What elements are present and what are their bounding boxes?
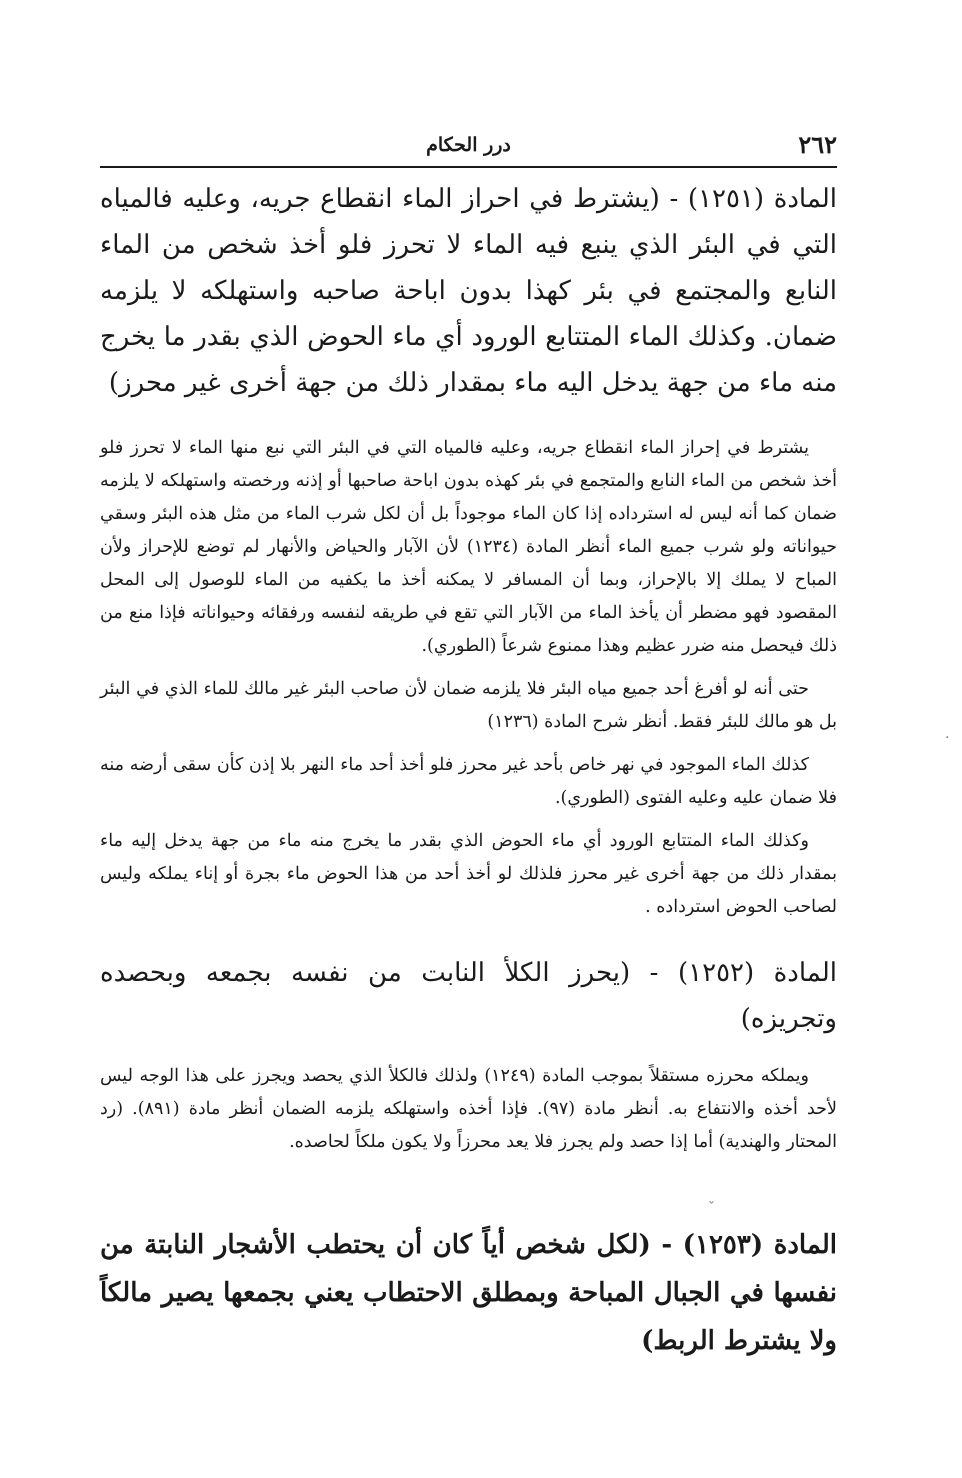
page-number: ٢٦٢ (798, 130, 837, 159)
page-header (100, 128, 837, 164)
header-divider (100, 166, 837, 168)
article-1252: المادة (١٢٥٢) - (يحرز الكلأ النابت من نفسه بجمعه وبحصده وتجريزه) (100, 958, 837, 1034)
article-1251: المادة (١٢٥١) - (يشترط في احراز الماء انقطاع جريه، وعليه فالمياه التي في البئر الذي ينبع فيه الماء لا تحرز فلو أخذ شخص من الماء النابع والمجتمع في بئر كهذا بدون اباحة صاحبه واستهلكه لا يلزمه ضمان. وكذلك الماء المتتابع الورود أي ماء الحوض الذي بقدر ما يخرج منه ماء من جهة يدخل اليه ماء بمقدار ذلك من جهة أخرى غير محرز) (100, 184, 837, 398)
commentary-paragraph: حتى أنه لو أفرغ أحد جميع مياه البئر فلا يلزمه ضمان لأن صاحب البئر غير مالك للماء الذي في البئر بل هو مالك للبئر فقط. أنظر شرح المادة (١٢٣٦) (100, 679, 837, 732)
running-title: درر الحكام (426, 134, 511, 156)
commentary-paragraph: وكذلك الماء المتتابع الورود أي ماء الحوض الذي بقدر ما يخرج منه ماء من جهة يدخل إليه ماء بمقدار ذلك من جهة أخرى غير محرز فلذلك لو أخذ أحد من هذا الحوض ماء بجرة أو إناء يملكه وليس لصاحب الحوض استرداده . (100, 831, 837, 917)
commentary-paragraph: يشترط في إحراز الماء انقطاع جريه، وعليه فالمياه التي في البئر التي نبع منها الماء لا تحرز فلو أخذ شخص من الماء النابع والمتجمع في بئر كهذه بدون اباحة صاحبها أو إذنه ورخصته واستهلكه لا يلزمه ضمان كما أنه ليس له استرداده إذا كان الماء موجوداً بل أن لكل شرب الماء من مثل هذه البئر وسقي حيواناته ولو شرب جميع الماء أنظر المادة (١٢٣٤) لأن الآبار والحياض والأنهار لم توضع للإحراز ولأن المباح لا يملك إلا بالإحراز، وبما أن المسافر لا يمكنه أخذ ما يكفيه من الماء للوصول إلى المحل المقصود فهو مضطر أن يأخذ الماء من الآبار التي تقع في طريقه لنفسه ورفقائه وحيواناته فإذا منع من ذلك فيحصل منه ضرر عظيم وهذا ممنوع شرعاً (الطوري). (100, 438, 838, 656)
scan-mark: ˇ (708, 1200, 715, 1216)
article-1253: المادة (١٢٥٣) - (لكل شخص أياً كان أن يحتطب الأشجار النابتة من نفسها في الجبال المباحة وبمطلق الاحتطاب يعني بجمعها يصير مالكاً ولا يشترط الربط) (100, 1230, 838, 1356)
commentary-paragraph: كذلك الماء الموجود في نهر خاص بأحد غير محرز فلو أخذ أحد ماء النهر بلا إذن كأن سقى أرضه منه فلا ضمان عليه وعليه الفتوى (الطوري). (100, 755, 837, 808)
commentary-paragraph: ويملكه محرزه مستقلاً بموجب المادة (١٢٤٩) ولذلك فالكلأ الذي يحصد ويجرز على هذا الوجه ليس لأحد أخذه والانتفاع به. أنظر مادة (٩٧). فإذا أخذه واستهلكه يلزمه الضمان أنظر مادة (٨٩١). (رد المحتار والهندية) أما إذا حصد ولم يجرز فلا يعد محرزاً ولا يكون ملكاً لحاصده. (100, 1066, 837, 1152)
page-content (100, 176, 837, 1365)
scan-mark: · (945, 730, 950, 746)
